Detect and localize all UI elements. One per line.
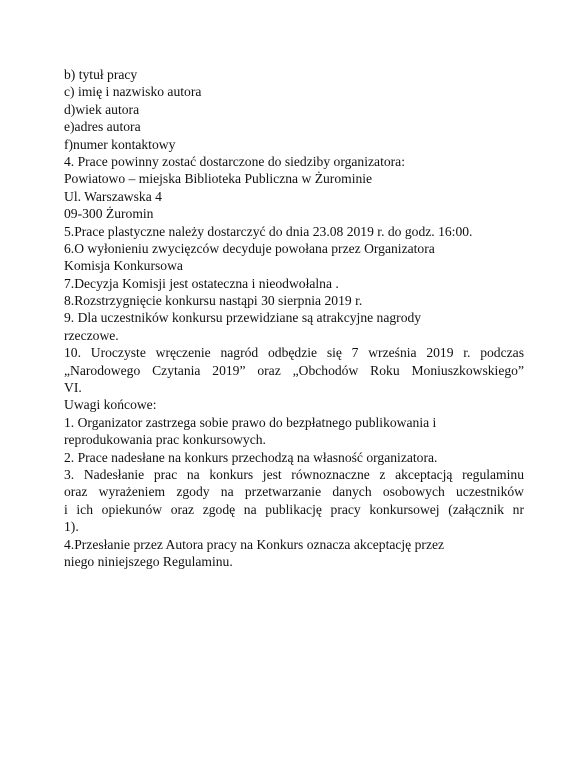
text-line: 5.Prace plastyczne należy dostarczyć do dnia 23.08 2019 r. do godz. 16:00. <box>64 223 473 239</box>
text-line: c) imię i nazwisko autora <box>64 84 202 100</box>
text-line: oraz wyrażeniem zgody na przetwarzanie danych osobowych uczestników <box>64 484 524 500</box>
text-line: Uwagi końcowe: <box>64 397 157 413</box>
text-line: b) tytuł pracy <box>64 67 138 82</box>
text-line: rzeczowe. <box>64 327 119 343</box>
text-line: 10. Uroczyste wręczenie nagród odbędzie się 7 września 2019 r. podczas <box>64 345 524 361</box>
text-line: 09-300 Żuromin <box>64 206 154 222</box>
text-line: i ich opiekunów oraz zgodę na publikację pracy konkursowej (załącznik nr <box>64 501 524 517</box>
text-line: 1). <box>64 519 79 535</box>
text-line: 3. Nadesłanie prac na konkurs jest równoznaczne z akceptacją regulaminu <box>64 466 524 482</box>
text-line: d)wiek autora <box>64 101 140 117</box>
text-line: reprodukowania prac konkursowych. <box>64 432 266 448</box>
text-line: 4. Prace powinny zostać dostarczone do siedziby organizatora: <box>64 153 405 169</box>
text-line: 2. Prace nadesłane na konkurs przechodzą na własność organizatora. <box>64 449 438 465</box>
text-line: VI. <box>64 380 82 396</box>
text-line: Komisja Konkursowa <box>64 258 183 274</box>
text-line: 9. Dla uczestników konkursu przewidziane są atrakcyjne nagrody <box>64 310 422 326</box>
text-line: 7.Decyzja Komisji jest ostateczna i nieodwołalna . <box>64 275 339 291</box>
text-line: niego niniejszego Regulaminu. <box>64 553 233 569</box>
text-line: Powiatowo – miejska Biblioteka Publiczna w Żurominie <box>64 171 373 187</box>
text-line: 6.O wyłonieniu zwycięzców decyduje powołana przez Organizatora <box>64 240 435 256</box>
text-line: „Narodowego Czytania 2019” oraz „Obchodów Roku Moniuszkowskiego” <box>64 362 524 378</box>
text-line: f)numer kontaktowy <box>64 136 176 152</box>
text-line: e)adres autora <box>64 119 141 135</box>
text-line: 4.Przesłanie przez Autora pracy na Konkurs oznacza akceptację przez <box>64 536 445 552</box>
document-text <box>64 66 524 570</box>
text-line: 1. Organizator zastrzega sobie prawo do bezpłatnego publikowania i <box>64 414 437 430</box>
text-line: 8.Rozstrzygnięcie konkursu nastąpi 30 sierpnia 2019 r. <box>64 293 363 309</box>
text-line: Ul. Warszawska 4 <box>64 188 162 204</box>
